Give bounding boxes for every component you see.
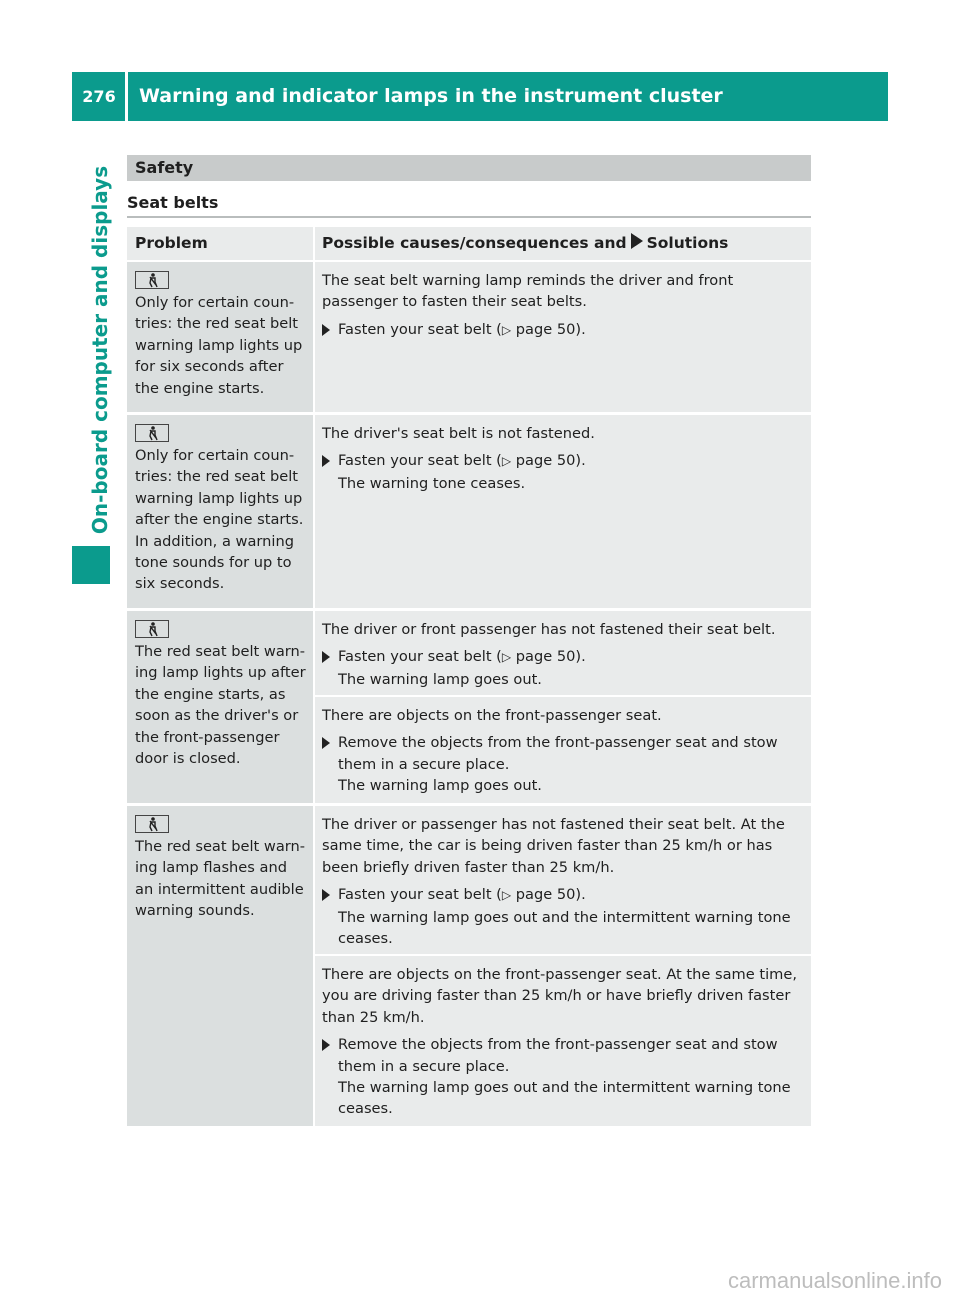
step-arrow-icon — [322, 737, 330, 749]
page-title: Warning and indicator lamps in the instrument cluster — [139, 85, 723, 107]
solution-cell: The driver or passenger has not fastened their seat belt. At the same time, the car is being driven faster than 25 km/h or has been briefly driven faster than 25 km/h. Fasten your seat belt (▷ page 50). The warning lamp goes out and the intermittent warning tone ceases. — [315, 806, 811, 954]
page-ref-icon: ▷ — [501, 454, 512, 469]
step-arrow-icon — [322, 651, 330, 663]
seat-belt-icon — [135, 271, 169, 289]
header-causes-solutions: Possible causes/consequences and Solutions — [315, 227, 811, 260]
step-arrow-icon — [322, 1039, 330, 1051]
step-arrow-icon — [322, 455, 330, 467]
header-problem: Problem — [127, 227, 313, 260]
solution-cell: There are objects on the front-passenger seat. At the same time, you are driving faster than 25 km/h or have briefly driven faster than 25 km/h. Remove the objects from the front-passenger seat and stow them in a secure place. The warning lamp goes out and the intermittent warning tone ceases. — [315, 956, 811, 1126]
step-arrow-icon — [322, 889, 330, 901]
step-arrow-icon — [322, 324, 330, 336]
seat-belt-icon — [135, 424, 169, 442]
step: Fasten your seat belt (▷ page 50). The warning tone ceases. — [322, 450, 805, 494]
problem-cell: Only for certain coun-tries: the red seat belt warning lamp lights up after the engine starts. In addition, a warning tone sounds for up to six seconds. — [127, 415, 313, 608]
step: Fasten your seat belt (▷ page 50). The warning lamp goes out and the intermittent warning tone ceases. — [322, 884, 805, 949]
seat-belt-icon — [135, 620, 169, 638]
page-number: 276 — [82, 87, 116, 106]
page-ref-icon: ▷ — [501, 888, 512, 903]
watermark: carmanualsonline.info — [727, 1268, 942, 1293]
page-ref-icon: ▷ — [501, 322, 512, 337]
subsection-title: Seat belts — [127, 193, 219, 212]
problem-cell: The red seat belt warn-ing lamp lights up after the engine starts, as soon as the driver's or the front-passenger door is closed. — [127, 611, 313, 803]
solution-cell: The driver's seat belt is not fastened. Fasten your seat belt (▷ page 50). The warning tone ceases. — [315, 415, 811, 608]
problem-cell: The red seat belt warn-ing lamp flashes and an intermittent audible warning sounds. — [127, 806, 313, 1126]
side-tab-label: On-board computer and displays — [88, 165, 112, 535]
step: Fasten your seat belt (▷ page 50). The warning lamp goes out. — [322, 646, 805, 690]
page-ref-icon: ▷ — [501, 650, 512, 665]
problem-cell: Only for certain coun-tries: the red seat belt warning lamp lights up for six seconds after the engine starts. — [127, 262, 313, 412]
side-tab-marker — [72, 546, 110, 584]
arrow-icon — [631, 233, 643, 249]
step: Remove the objects from the front-passenger seat and stow them in a secure place. The warning lamp goes out and the intermittent warning tone ceases. — [322, 1034, 805, 1120]
solution-cell: The seat belt warning lamp reminds the driver and front passenger to fasten their seat belts. Fasten your seat belt (▷ page 50). — [315, 262, 811, 412]
seat-belt-icon — [135, 815, 169, 833]
step: Fasten your seat belt (▷ page 50). — [322, 319, 805, 341]
step: Remove the objects from the front-passenger seat and stow them in a secure place. The warning lamp goes out. — [322, 732, 805, 796]
solution-cell: There are objects on the front-passenger seat. Remove the objects from the front-passenger seat and stow them in a secure place. The warning lamp goes out. — [315, 697, 811, 803]
section-title: Safety — [135, 158, 194, 177]
seat-belt-table — [127, 0, 811, 1130]
solution-cell: The driver or front passenger has not fastened their seat belt. Fasten your seat belt (▷ page 50). The warning lamp goes out. — [315, 611, 811, 695]
